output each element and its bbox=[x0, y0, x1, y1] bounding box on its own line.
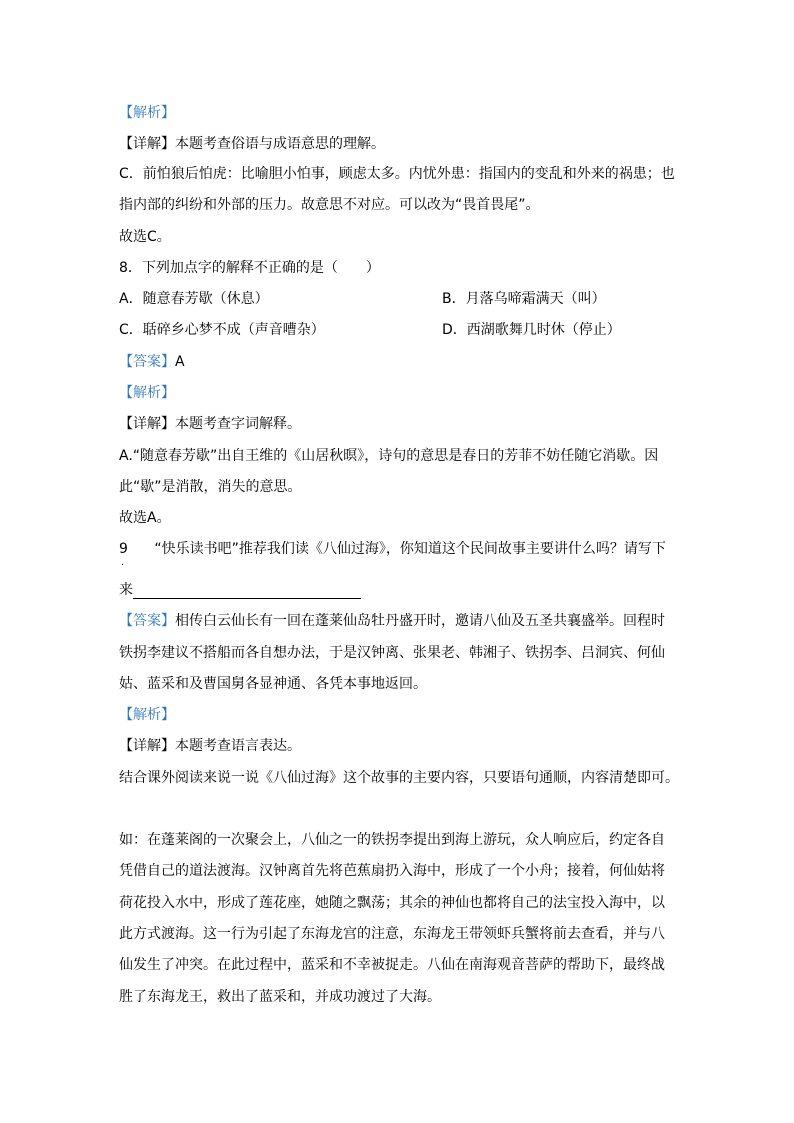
answer-blank bbox=[133, 584, 361, 599]
detail-tag: 【详解】 bbox=[119, 416, 175, 432]
q9-analysis-tag: 【解析】 bbox=[119, 707, 175, 723]
q8-options-row bbox=[119, 290, 679, 308]
q8-explain-line: 此“歇”是消散，消失的意思。 bbox=[119, 479, 302, 495]
q7-explain-line: C．前怕狼后怕虎：比喻胆小怕事，顾虑太多。内忧外患：指国内的变乱和外来的祸患；也 bbox=[119, 166, 675, 182]
q7-detail-text: 本题考查俗语与成语意思的理解。 bbox=[175, 136, 385, 152]
q9-example-line: 仙发生了冲突。在此过程中，蓝采和不幸被捉走。八仙在南海观音菩萨的帮助下，最终战 bbox=[119, 957, 665, 973]
q9-example-line: 如：在蓬莱阁的一次聚会上，八仙之一的铁拐李提出到海上游玩，众人响应后，约定各自 bbox=[119, 832, 665, 848]
q8-detail-text: 本题考查字词解释。 bbox=[175, 416, 301, 432]
q8-answer bbox=[119, 353, 185, 371]
answer-tag: 【答案】 bbox=[119, 354, 175, 370]
q7-explain-line: 指内部的纠纷和外部的压力。故意思不对应。可以改为“畏首畏尾”。 bbox=[119, 197, 540, 213]
q9-example-line: 荷花投入水中，形成了莲花座，她随之飘荡；其余的神仙也都将自己的法宝投入海中，以 bbox=[119, 895, 665, 911]
q8-option-d: D．西湖歌舞几时休（停止） bbox=[442, 322, 621, 338]
q9-example-line: 此方式渡海。这一行为引起了东海龙宫的注意，东海龙王带领虾兵蟹将前去查看，并与八 bbox=[119, 926, 665, 942]
q8-explain-line: A.“随意春芳歇”出自王维的《山居秋暝》，诗句的意思是春日的芳菲不妨任随它消歇。因 bbox=[119, 448, 659, 464]
q8-option-c: C．聒碎乡心梦不成（声音嘈杂） bbox=[119, 322, 325, 338]
detail-tag: 【详解】 bbox=[119, 136, 175, 152]
q9-example-line: 凭借自己的道法渡海。汉钟离首先将芭蕉扇扔入海中，形成了一个小舟；接着，何仙姑将 bbox=[119, 863, 665, 879]
q9-explain: 结合课外阅读来说一说《八仙过海》这个故事的主要内容，只要语句通顺，内容清楚即可。 bbox=[119, 770, 679, 786]
q9-detail-text: 本题考查语言表达。 bbox=[175, 738, 301, 754]
q8-detail bbox=[119, 415, 301, 433]
q8-stem: 8．下列加点字的解释不正确的是（ ） bbox=[119, 260, 380, 276]
q8-option-a: A．随意春芳歇（休息） bbox=[119, 291, 269, 307]
q9-answer bbox=[119, 612, 665, 630]
q8-answer-value: A bbox=[175, 354, 185, 370]
answer-tag: 【答案】 bbox=[119, 613, 175, 629]
q7-detail bbox=[119, 135, 385, 153]
detail-tag: 【详解】 bbox=[119, 738, 175, 754]
q9-answer-line: 相传白云仙长有一回在蓬莱仙岛牡丹盛开时，邀请八仙及五圣共襄盛举。回程时 bbox=[175, 613, 665, 629]
q9-stem-end-text: 来 bbox=[119, 582, 133, 598]
q9-number-dot: · bbox=[121, 560, 125, 571]
q8-analysis-tag: 【解析】 bbox=[119, 385, 175, 401]
q9-stem-text: “快乐读书吧”推荐我们读《八仙过海》，你知道这个民间故事主要讲什么吗？请写下 bbox=[154, 541, 666, 557]
q9-stem bbox=[119, 540, 666, 571]
q7-conclusion: 故选C。 bbox=[119, 229, 171, 245]
q9-number: 9 bbox=[119, 541, 128, 557]
q8-conclusion: 故选A。 bbox=[119, 510, 171, 526]
q8-option-b: B．月落乌啼霜满天（叫） bbox=[442, 291, 606, 307]
q9-stem-end bbox=[119, 581, 361, 599]
q7-analysis-tag: 【解析】 bbox=[119, 105, 175, 121]
q9-answer-line: 姑、蓝采和及曹国舅各显神通、各凭本事地返回。 bbox=[119, 676, 427, 692]
q9-detail bbox=[119, 737, 301, 755]
q9-example-line: 胜了东海龙王，救出了蓝采和，并成功渡过了大海。 bbox=[119, 989, 441, 1005]
q8-options-row bbox=[119, 321, 679, 339]
q9-answer-line: 铁拐李建议不搭船而各自想办法，于是汉钟离、张果老、韩湘子、铁拐李、吕洞宾、何仙 bbox=[119, 645, 665, 661]
